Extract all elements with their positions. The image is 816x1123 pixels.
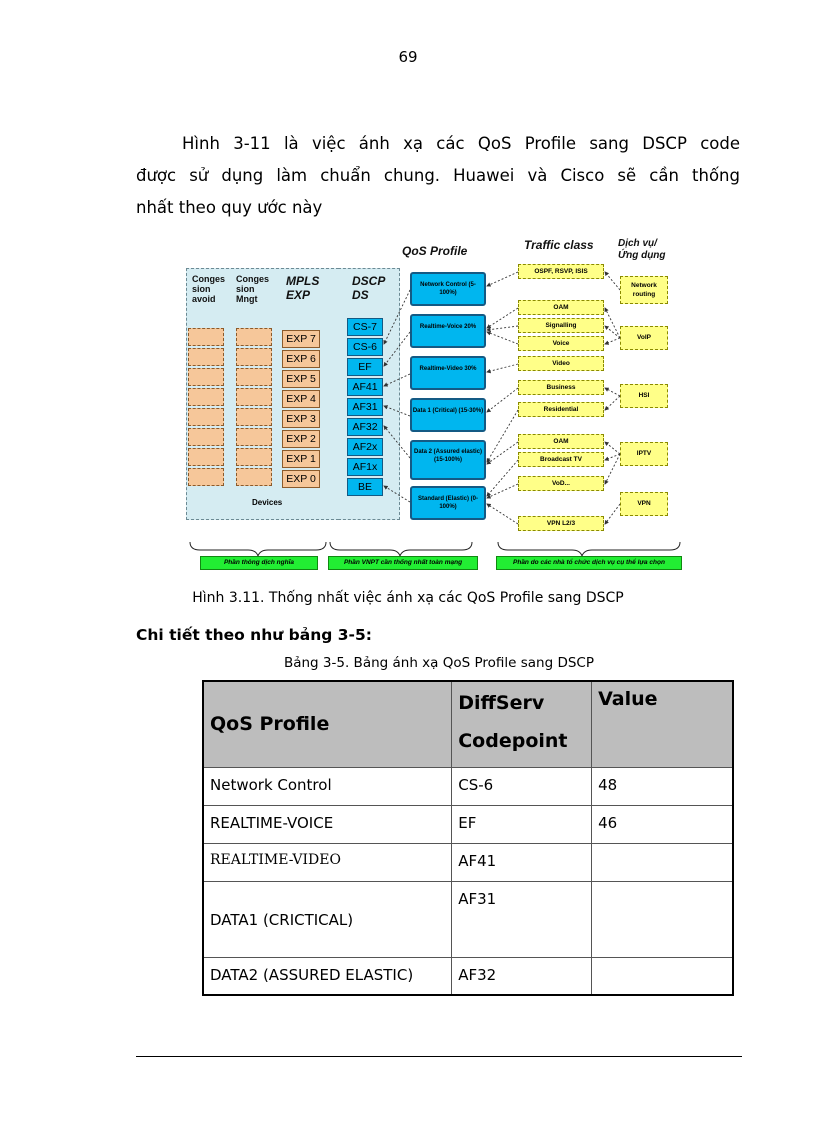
qos-profile-box: Data 2 (Assured elastic) (15-100%): [410, 440, 486, 480]
exp-box: EXP 0: [282, 470, 320, 488]
traffic-class-box: Signalling: [518, 318, 604, 333]
column-header-value: Value: [592, 681, 733, 767]
footer-rule: [136, 1056, 742, 1057]
qos-dscp-mapping-diagram: [180, 236, 690, 578]
service-box: HSI: [620, 384, 668, 408]
traffic-class-box: VPN L2/3: [518, 516, 604, 531]
codepoint-cell: AF31: [452, 881, 592, 957]
devices-label: Devices: [252, 498, 283, 507]
exp-box: EXP 6: [282, 350, 320, 368]
footer-label: Phần thông dịch nghĩa: [200, 556, 318, 570]
qos-profile-box: Standard (Elastic) (0-100%): [410, 486, 486, 520]
dscp-box: AF31: [347, 398, 383, 416]
header-traffic-class: Traffic class: [524, 238, 594, 252]
service-box: IPTV: [620, 442, 668, 466]
footer-label: Phần do các nhà tổ chức dịch vụ cụ thể lựa chọn: [496, 556, 682, 570]
exp-box: EXP 1: [282, 450, 320, 468]
traffic-class-box: VoD...: [518, 476, 604, 491]
table-row: [203, 881, 733, 957]
traffic-class-box: OAM: [518, 434, 604, 449]
qos-profile-cell: DATA1 (CRICTICAL): [203, 881, 452, 957]
qos-profile-box: Data 1 (Critical) (15-30%): [410, 398, 486, 432]
dscp-box: AF41: [347, 378, 383, 396]
header-qos-profile: QoS Profile: [402, 244, 468, 258]
traffic-class-box: Voice: [518, 336, 604, 351]
codepoint-cell: AF32: [452, 957, 592, 995]
qos-profile-cell: Network Control: [203, 767, 452, 805]
traffic-class-box: Business: [518, 380, 604, 395]
page-number: 69: [398, 48, 418, 66]
qos-dscp-table: [202, 680, 734, 996]
qos-profile-box: Network Control (5-100%): [410, 272, 486, 306]
exp-box: EXP 4: [282, 390, 320, 408]
table-row: [203, 957, 733, 995]
value-cell: [592, 957, 733, 995]
value-cell: [592, 843, 733, 881]
dscp-box: CS-6: [347, 338, 383, 356]
paragraph-line: nhất theo quy ước này: [136, 198, 323, 217]
service-box: VPN: [620, 492, 668, 516]
dscp-box: CS-7: [347, 318, 383, 336]
value-cell: 46: [592, 805, 733, 843]
header-congestion-mngt: Conges sion Mngt: [236, 274, 270, 304]
header-congestion-avoid: Conges sion avoid: [192, 274, 226, 304]
section-subheading: Chi tiết theo như bảng 3-5:: [136, 626, 372, 644]
dscp-box: BE: [347, 478, 383, 496]
codepoint-cell: EF: [452, 805, 592, 843]
traffic-class-box: Residential: [518, 402, 604, 417]
exp-box: EXP 5: [282, 370, 320, 388]
dscp-box: AF2x: [347, 438, 383, 456]
traffic-class-box: Video: [518, 356, 604, 371]
footer-label: Phần VNPT cần thống nhất toàn mạng: [328, 556, 478, 570]
qos-profile-cell: DATA2 (ASSURED ELASTIC): [203, 957, 452, 995]
qos-profile-box: Realtime-Video 30%: [410, 356, 486, 390]
header-mpls-exp: MPLS EXP: [286, 274, 320, 302]
traffic-class-box: Broadcast TV: [518, 452, 604, 467]
value-cell: 48: [592, 767, 733, 805]
qos-profile-cell: REALTIME-VOICE: [203, 805, 452, 843]
codepoint-cell: AF41: [452, 843, 592, 881]
column-header-diffserv-codepoint: DiffServ Codepoint: [452, 681, 592, 767]
figure-caption: Hình 3.11. Thống nhất việc ánh xạ các QoS Profile sang DSCP: [192, 590, 624, 606]
table-row: [203, 805, 733, 843]
service-box: VoIP: [620, 326, 668, 350]
paragraph-line: Hình 3-11 là việc ánh xạ các QoS Profile sang DSCP code: [182, 134, 740, 153]
column-header-qos-profile: QoS Profile: [203, 681, 452, 767]
diagram-connectors: [180, 236, 690, 578]
service-box: Network routing: [620, 276, 668, 304]
dscp-box: AF32: [347, 418, 383, 436]
dscp-box: AF1x: [347, 458, 383, 476]
codepoint-cell: CS-6: [452, 767, 592, 805]
header-service: Dịch vụ/ Ứng dụng: [618, 238, 666, 261]
traffic-class-box: OAM: [518, 300, 604, 315]
exp-box: EXP 3: [282, 410, 320, 428]
exp-box: EXP 7: [282, 330, 320, 348]
value-cell: [592, 881, 733, 957]
table-row: [203, 767, 733, 805]
qos-profile-box: Realtime-Voice 20%: [410, 314, 486, 348]
body-paragraph: [136, 128, 740, 224]
exp-box: EXP 2: [282, 430, 320, 448]
table-header-row: [203, 681, 733, 767]
paragraph-line: được sử dụng làm chuẩn chung. Huawei và Cisco sẽ cần thống: [136, 166, 740, 185]
qos-profile-cell: REALTIME-VIDEO: [203, 843, 452, 881]
traffic-class-box: OSPF, RSVP, ISIS: [518, 264, 604, 279]
table-row: [203, 843, 733, 881]
dscp-box: EF: [347, 358, 383, 376]
header-dscp-ds: DSCP DS: [352, 274, 385, 302]
table-caption: Bảng 3-5. Bảng ánh xạ QoS Profile sang DSCP: [283, 655, 595, 671]
